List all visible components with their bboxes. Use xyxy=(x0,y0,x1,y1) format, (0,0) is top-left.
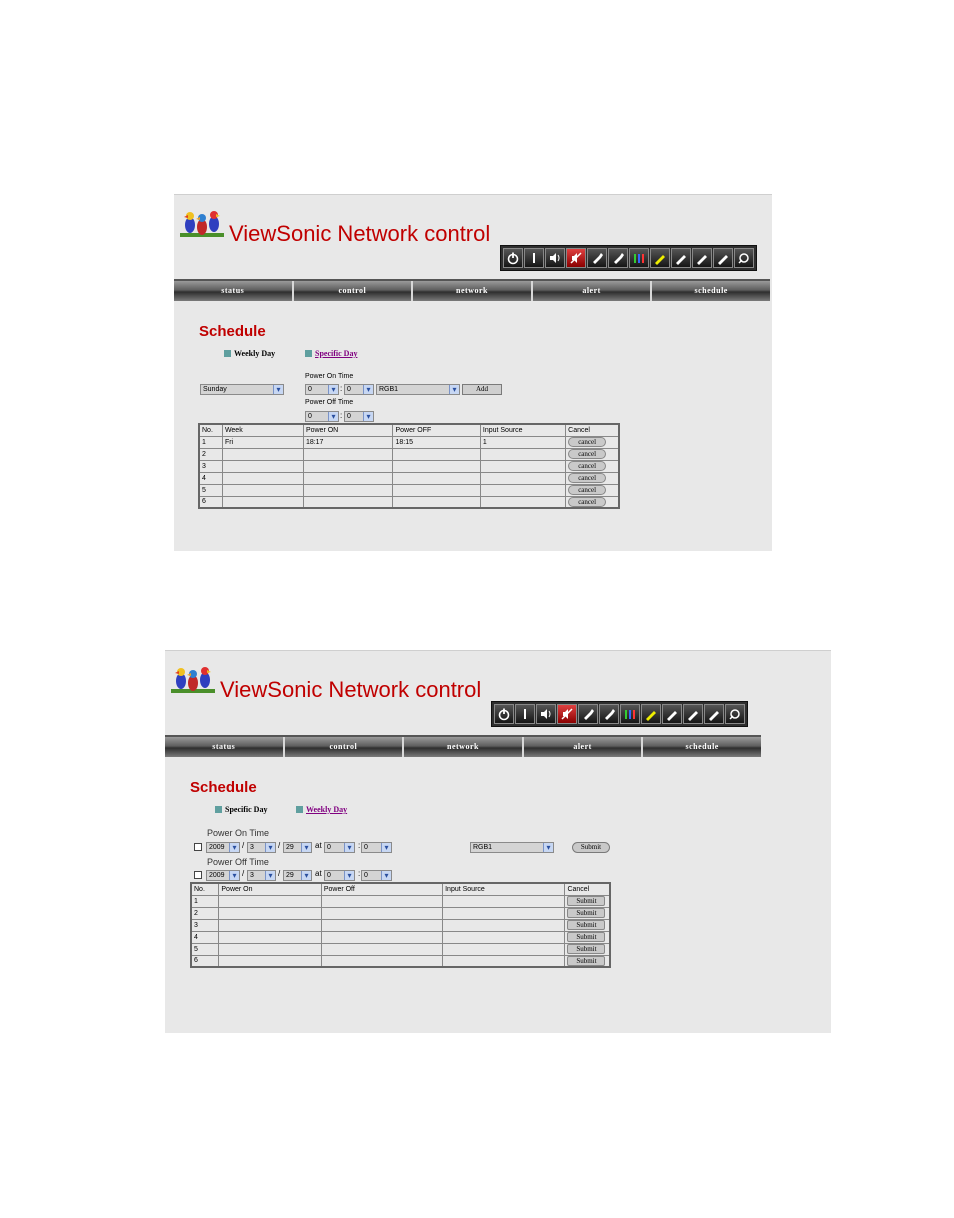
cell-power-off: 18:15 xyxy=(393,436,480,448)
cell-cancel xyxy=(566,460,619,472)
weekly-schedule-table xyxy=(198,423,620,509)
off-hour-select[interactable]: 0 ▾ xyxy=(324,870,355,881)
table-row xyxy=(199,484,619,496)
on-month-select[interactable]: 3 ▾ xyxy=(247,842,276,853)
add-button[interactable]: Add xyxy=(462,384,502,395)
specific-schedule-panel: ViewSonic Network control status control network alert schedule Schedule Specific Day Weekly Day Power On Time 2009 ▾ / 3 ▾ / 29 ▾ at 0 ▾ : 0 ▾ RGB1 ▾ Submit Power Off Time 2009 ▾ / 3 ▾ / 29 ▾ at 0 ▾ : 0 ▾ No. Power On Power Off Input Source Cancel 1 Submit 2 Submit 3 Submit 4 Submit 5 Submit 6 Submit xyxy=(165,650,831,1033)
tab-square-icon xyxy=(215,806,222,813)
power-off-hour-select[interactable]: 0 ▾ xyxy=(305,411,339,422)
cancel-button[interactable]: cancel xyxy=(568,485,606,495)
component-icon xyxy=(623,707,637,721)
cell-cancel xyxy=(565,919,610,931)
nav-alert[interactable]: alert xyxy=(533,281,653,301)
usb-icon xyxy=(737,251,751,265)
hdmi-icon xyxy=(707,707,721,721)
col-power-off: Power OFF xyxy=(393,424,480,436)
app-title: ViewSonic Network control xyxy=(229,221,491,246)
cell-no: 2 xyxy=(191,907,219,919)
nav-status[interactable]: status xyxy=(165,737,285,757)
off-day-select[interactable]: 29 ▾ xyxy=(283,870,312,881)
tab-square-icon xyxy=(224,350,231,357)
tab-weekly-day: Weekly Day xyxy=(224,349,275,358)
app-title: ViewSonic Network control xyxy=(220,677,482,702)
nav-control[interactable]: control xyxy=(285,737,405,757)
cell-power-on xyxy=(303,460,393,472)
cell-power-on xyxy=(219,943,321,955)
power-on-time-label: Power On Time xyxy=(207,828,270,838)
power-off-time-label: Power Off Time xyxy=(207,857,269,867)
mute-button[interactable] xyxy=(566,248,586,268)
col-power-off: Power Off xyxy=(321,883,442,895)
tab-square-icon xyxy=(305,350,312,357)
dvi-button[interactable] xyxy=(683,704,703,724)
table-row xyxy=(199,436,619,448)
row-submit-button[interactable]: Submit xyxy=(567,944,605,954)
on-year-select[interactable]: 2009 ▾ xyxy=(206,842,240,853)
page-title: Schedule xyxy=(190,779,257,796)
submit-button[interactable]: Submit xyxy=(572,842,610,853)
power-icon xyxy=(497,707,511,721)
table-header-row xyxy=(199,424,619,436)
col-no: No. xyxy=(199,424,222,436)
weekly-schedule-panel: ViewSonic Network control status control network alert schedule Schedule Weekly Day Specific Day Power On Time Sunday ▾ 0 ▾ : 0 ▾ RGB1 ▾ Add Power Off Time 0 ▾ : 0 ▾ No. Week Power ON Power OFF Input Source Cancel 1 Fri 18:17 18:15 1 cancel 2 cancel 3 cancel 4 cancel 5 cancel 6 cancel xyxy=(174,194,772,551)
input-2-icon xyxy=(602,707,616,721)
cell-week xyxy=(222,496,303,508)
s-video-button[interactable] xyxy=(662,704,682,724)
specific-schedule-table xyxy=(190,882,611,968)
cell-power-on xyxy=(219,919,321,931)
col-input-source: Input Source xyxy=(480,424,565,436)
table-row xyxy=(191,907,610,919)
standby-icon xyxy=(527,251,541,265)
table-row xyxy=(199,496,619,508)
cell-cancel xyxy=(565,895,610,907)
power-on-hour-select[interactable]: 0 ▾ xyxy=(305,384,339,395)
power-button[interactable] xyxy=(503,248,523,268)
usb-icon xyxy=(728,707,742,721)
power-on-time-label: Power On Time xyxy=(305,373,354,380)
device-control-toolbar xyxy=(491,701,748,727)
hdmi-icon xyxy=(716,251,730,265)
power-off-time-label: Power Off Time xyxy=(305,399,354,406)
power-off-minute-select[interactable]: 0 ▾ xyxy=(344,411,374,422)
input-2-button[interactable] xyxy=(599,704,619,724)
table-row xyxy=(191,955,610,967)
cell-cancel xyxy=(566,436,619,448)
cell-cancel xyxy=(566,472,619,484)
day-select[interactable]: Sunday ▾ xyxy=(200,384,284,395)
cell-no: 3 xyxy=(199,460,222,472)
cell-power-off xyxy=(393,496,480,508)
cell-no: 6 xyxy=(199,496,222,508)
cell-input-source xyxy=(443,895,565,907)
cell-week: Fri xyxy=(222,436,303,448)
volume-icon xyxy=(539,707,553,721)
cell-power-off xyxy=(321,943,442,955)
tab-weekly-day-link[interactable]: Weekly Day xyxy=(296,805,347,814)
cell-power-off xyxy=(321,907,442,919)
hdmi-button[interactable] xyxy=(704,704,724,724)
nav-control[interactable]: control xyxy=(294,281,414,301)
tab-square-icon xyxy=(296,806,303,813)
cell-power-off xyxy=(393,484,480,496)
input-source-select[interactable]: RGB1 ▾ xyxy=(470,842,554,853)
cell-power-on: 18:17 xyxy=(303,436,393,448)
on-day-select[interactable]: 29 ▾ xyxy=(283,842,312,853)
row-submit-button[interactable]: Submit xyxy=(567,920,605,930)
cell-week xyxy=(222,484,303,496)
usb-button[interactable] xyxy=(734,248,754,268)
hdmi-button[interactable] xyxy=(713,248,733,268)
cell-cancel xyxy=(566,484,619,496)
cell-input-source xyxy=(480,496,565,508)
cell-input-source xyxy=(443,943,565,955)
power-on-minute-select[interactable]: 0 ▾ xyxy=(344,384,374,395)
cell-week xyxy=(222,472,303,484)
cell-power-on xyxy=(219,895,321,907)
nav-schedule[interactable]: schedule xyxy=(685,742,719,751)
cell-input-source xyxy=(480,460,565,472)
cell-power-off xyxy=(393,460,480,472)
cell-week xyxy=(222,448,303,460)
cell-no: 4 xyxy=(199,472,222,484)
cell-power-on xyxy=(219,931,321,943)
cell-cancel xyxy=(566,448,619,460)
video-icon xyxy=(644,707,658,721)
cell-no: 1 xyxy=(191,895,219,907)
table-row xyxy=(191,895,610,907)
main-nav xyxy=(165,735,761,757)
standby-icon xyxy=(518,707,532,721)
cell-power-off xyxy=(321,931,442,943)
cell-input-source xyxy=(480,484,565,496)
video-button[interactable] xyxy=(641,704,661,724)
input-source-select[interactable]: RGB1 ▾ xyxy=(376,384,460,395)
power-off-enable-checkbox[interactable] xyxy=(194,871,202,879)
off-month-select[interactable]: 3 ▾ xyxy=(247,870,276,881)
row-submit-button[interactable]: Submit xyxy=(567,896,605,906)
table-row xyxy=(199,460,619,472)
component-button[interactable] xyxy=(620,704,640,724)
video-icon xyxy=(653,251,667,265)
dvi-button[interactable] xyxy=(692,248,712,268)
row-submit-button[interactable]: Submit xyxy=(567,956,605,966)
component-icon xyxy=(632,251,646,265)
volume-icon xyxy=(548,251,562,265)
col-input-source: Input Source xyxy=(443,883,565,895)
cell-power-on xyxy=(219,907,321,919)
page-title: Schedule xyxy=(199,323,266,340)
component-button[interactable] xyxy=(629,248,649,268)
cell-power-off xyxy=(321,895,442,907)
nav-status[interactable]: status xyxy=(174,281,294,301)
nav-network[interactable]: network xyxy=(404,737,524,757)
cell-no: 5 xyxy=(199,484,222,496)
dvi-icon xyxy=(686,707,700,721)
standby-button[interactable] xyxy=(524,248,544,268)
input-1-icon xyxy=(581,707,595,721)
device-control-toolbar xyxy=(500,245,757,271)
cell-input-source xyxy=(480,472,565,484)
cell-input-source xyxy=(480,448,565,460)
cell-cancel xyxy=(565,907,610,919)
nav-alert[interactable]: alert xyxy=(524,737,644,757)
table-row xyxy=(199,448,619,460)
col-cancel: Cancel xyxy=(565,883,610,895)
viewsonic-birds-logo-icon xyxy=(171,663,215,697)
s-video-icon xyxy=(674,251,688,265)
cell-no: 1 xyxy=(199,436,222,448)
cell-power-on xyxy=(219,955,321,967)
cell-power-on xyxy=(303,496,393,508)
video-button[interactable] xyxy=(650,248,670,268)
volume-button[interactable] xyxy=(536,704,556,724)
volume-button[interactable] xyxy=(545,248,565,268)
col-power-on: Power ON xyxy=(303,424,393,436)
row-submit-button[interactable]: Submit xyxy=(567,908,605,918)
cell-no: 2 xyxy=(199,448,222,460)
cell-power-off xyxy=(321,955,442,967)
power-icon xyxy=(506,251,520,265)
cell-input-source: 1 xyxy=(480,436,565,448)
mute-icon xyxy=(569,251,583,265)
cell-power-on xyxy=(303,484,393,496)
table-row xyxy=(191,943,610,955)
cancel-button[interactable]: cancel xyxy=(568,461,606,471)
on-hour-select[interactable]: 0 ▾ xyxy=(324,842,355,853)
cell-no: 4 xyxy=(191,931,219,943)
cancel-button[interactable]: cancel xyxy=(568,449,606,459)
table-row xyxy=(199,472,619,484)
off-minute-select[interactable]: 0 ▾ xyxy=(361,870,392,881)
standby-button[interactable] xyxy=(515,704,535,724)
s-video-icon xyxy=(665,707,679,721)
input-1-button[interactable] xyxy=(578,704,598,724)
input-2-button[interactable] xyxy=(608,248,628,268)
cancel-button[interactable]: cancel xyxy=(568,497,606,507)
cancel-button[interactable]: cancel xyxy=(568,437,606,447)
col-week: Week xyxy=(222,424,303,436)
viewsonic-birds-logo-icon xyxy=(180,207,224,241)
input-2-icon xyxy=(611,251,625,265)
main-nav xyxy=(174,279,770,301)
power-on-enable-checkbox[interactable] xyxy=(194,843,202,851)
col-cancel: Cancel xyxy=(566,424,619,436)
cell-input-source xyxy=(443,955,565,967)
table-header-row xyxy=(191,883,610,895)
cell-power-off xyxy=(321,919,442,931)
on-minute-select[interactable]: 0 ▾ xyxy=(361,842,392,853)
off-year-select[interactable]: 2009 ▾ xyxy=(206,870,240,881)
col-power-on: Power On xyxy=(219,883,321,895)
s-video-button[interactable] xyxy=(671,248,691,268)
input-1-button[interactable] xyxy=(587,248,607,268)
cell-cancel xyxy=(566,496,619,508)
cell-power-off xyxy=(393,448,480,460)
tab-specific-day-link[interactable]: Specific Day xyxy=(305,349,357,358)
cell-week xyxy=(222,460,303,472)
nav-schedule[interactable]: schedule xyxy=(694,286,728,295)
power-button[interactable] xyxy=(494,704,514,724)
dvi-icon xyxy=(695,251,709,265)
cell-input-source xyxy=(443,907,565,919)
row-submit-button[interactable]: Submit xyxy=(567,932,605,942)
input-1-icon xyxy=(590,251,604,265)
table-row xyxy=(191,931,610,943)
cell-power-on xyxy=(303,472,393,484)
tab-specific-day: Specific Day xyxy=(215,805,267,814)
cell-cancel xyxy=(565,943,610,955)
mute-button[interactable] xyxy=(557,704,577,724)
cell-cancel xyxy=(565,931,610,943)
cell-no: 6 xyxy=(191,955,219,967)
cell-cancel xyxy=(565,955,610,967)
cancel-button[interactable]: cancel xyxy=(568,473,606,483)
cell-input-source xyxy=(443,931,565,943)
nav-network[interactable]: network xyxy=(413,281,533,301)
cell-no: 5 xyxy=(191,943,219,955)
cell-no: 3 xyxy=(191,919,219,931)
cell-power-on xyxy=(303,448,393,460)
table-row xyxy=(191,919,610,931)
usb-button[interactable] xyxy=(725,704,745,724)
cell-power-off xyxy=(393,472,480,484)
cell-input-source xyxy=(443,919,565,931)
mute-icon xyxy=(560,707,574,721)
col-no: No. xyxy=(191,883,219,895)
